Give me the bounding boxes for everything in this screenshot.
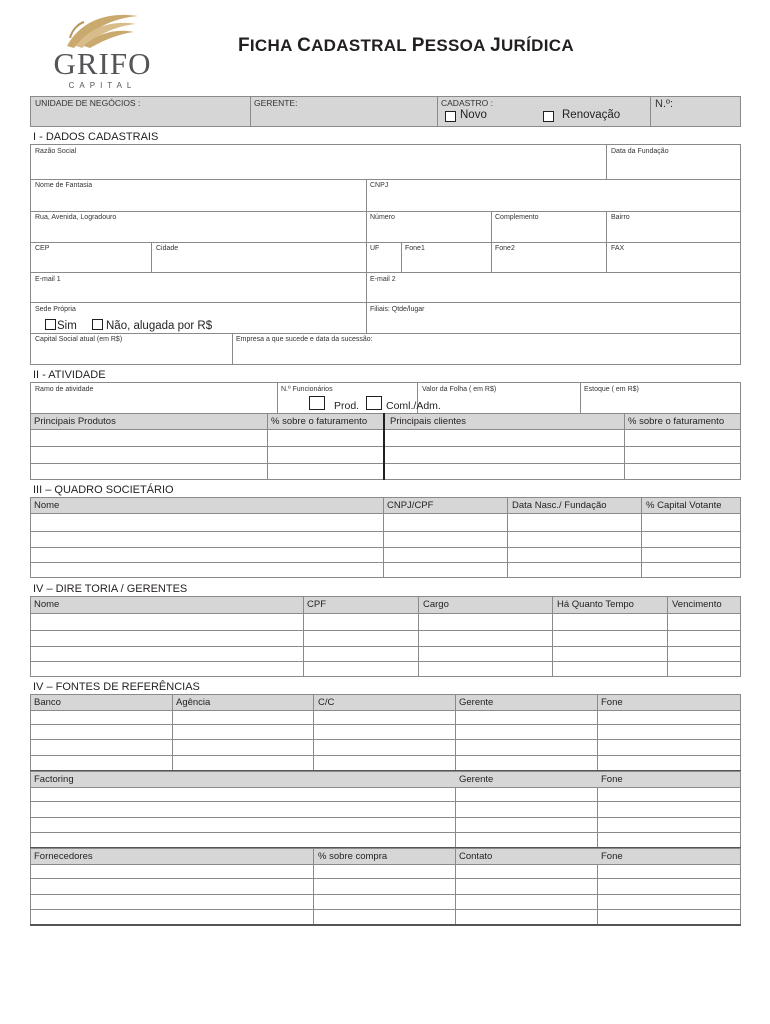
banco-gerente-label: Gerente bbox=[459, 697, 494, 708]
logo-subtitle: CAPITAL bbox=[68, 81, 137, 90]
banco-label: Banco bbox=[34, 697, 61, 708]
fax-label: FAX bbox=[611, 245, 625, 252]
quadro-societario-header bbox=[30, 497, 741, 514]
cc-label: C/C bbox=[318, 697, 335, 708]
cidade-label: Cidade bbox=[156, 245, 179, 252]
renovacao-checkbox[interactable] bbox=[543, 111, 554, 122]
referencias-box bbox=[30, 694, 741, 926]
prod-label: Prod. bbox=[334, 400, 360, 412]
sede-sim-checkbox[interactable] bbox=[45, 319, 56, 330]
valor-folha-label: Valor da Folha ( em R$) bbox=[422, 386, 497, 393]
email2-label: E-mail 2 bbox=[370, 276, 396, 283]
sede-nao-checkbox[interactable] bbox=[92, 319, 103, 330]
socio-nome-header: Nome bbox=[34, 500, 60, 511]
section-fontes-referencias: IV – FONTES DE REFERÊNCIAS bbox=[33, 681, 200, 693]
griffin-wing-icon bbox=[62, 8, 142, 50]
diretor-cpf-header: CPF bbox=[307, 599, 326, 610]
numero-label: N.º: bbox=[655, 98, 674, 110]
section-quadro-societario: III – QUADRO SOCIETÁRIO bbox=[33, 484, 174, 496]
estoque-label: Estoque ( em R$) bbox=[584, 386, 639, 393]
fone2-label: Fone2 bbox=[495, 245, 515, 252]
capital-social-label: Capital Social atual (em R$) bbox=[35, 336, 123, 343]
faturamento-produtos-header: % sobre o faturamento bbox=[271, 416, 368, 427]
uf-label: UF bbox=[370, 245, 380, 252]
fornecedor-fone-label: Fone bbox=[601, 851, 623, 862]
diretor-nome-header: Nome bbox=[34, 599, 60, 610]
agencia-label: Agência bbox=[176, 697, 211, 708]
logradouro-label: Rua, Avenida, Logradouro bbox=[35, 214, 117, 221]
cadastro-label: CADASTRO : bbox=[441, 98, 493, 108]
factoring-header bbox=[30, 771, 741, 788]
num-funcionarios-label: N.º Funcionários bbox=[281, 386, 333, 393]
sobre-compra-label: % sobre compra bbox=[318, 851, 388, 862]
contato-label: Contato bbox=[459, 851, 493, 862]
coml-checkbox[interactable] bbox=[366, 396, 382, 410]
razao-social-label: Razão Social bbox=[35, 148, 77, 155]
bairro-label: Bairro bbox=[611, 214, 630, 221]
factoring-fone-label: Fone bbox=[601, 774, 623, 785]
complemento-label: Complemento bbox=[495, 214, 539, 221]
email1-label: E-mail 1 bbox=[35, 276, 61, 283]
factoring-label: Factoring bbox=[34, 774, 74, 785]
sede-sim-label: Sim bbox=[57, 320, 77, 332]
socio-capital-header: % Capital Votante bbox=[646, 500, 722, 511]
section-diretoria: IV – DIRE TORIA / GERENTES bbox=[33, 583, 188, 595]
diretor-vencimento-header: Vencimento bbox=[672, 599, 722, 610]
sede-propria-label: Sede Própria bbox=[35, 306, 76, 313]
section-dados-cadastrais: I - DADOS CADASTRAIS bbox=[33, 131, 159, 143]
banco-header bbox=[30, 694, 741, 711]
principais-produtos-header: Principais Produtos bbox=[34, 416, 116, 427]
atividade-box bbox=[30, 382, 741, 480]
cep-label: CEP bbox=[35, 245, 50, 252]
diretor-tempo-header: Há Quanto Tempo bbox=[557, 599, 634, 610]
principais-clientes-header: Principais clientes bbox=[390, 416, 467, 427]
page-title: FICHA CADASTRAL PESSOA JURÍDICA bbox=[238, 35, 574, 56]
factoring-gerente-label: Gerente bbox=[459, 774, 494, 785]
fornecedores-label: Fornecedores bbox=[34, 851, 93, 862]
numero-endereco-label: Número bbox=[370, 214, 395, 221]
sede-nao-label: Não, alugada por R$ bbox=[106, 320, 213, 332]
novo-label: Novo bbox=[460, 109, 487, 121]
socio-cnpjcpf-header: CNPJ/CPF bbox=[387, 500, 434, 511]
ramo-atividade-label: Ramo de atividade bbox=[35, 386, 94, 393]
diretor-cargo-header: Cargo bbox=[423, 599, 449, 610]
prod-checkbox[interactable] bbox=[309, 396, 325, 410]
diretoria-header bbox=[30, 596, 741, 614]
faturamento-clientes-header: % sobre o faturamento bbox=[628, 416, 725, 427]
empresa-sucessao-label: Empresa a que sucede e data da sucessão: bbox=[236, 336, 373, 343]
gerente-label: GERENTE: bbox=[254, 98, 298, 108]
unidade-label: UNIDADE DE NEGÓCIOS : bbox=[35, 98, 141, 108]
cnpj-label: CNPJ bbox=[370, 182, 389, 189]
socio-nascimento-header: Data Nasc./ Fundação bbox=[512, 500, 607, 511]
fone1-label: Fone1 bbox=[405, 245, 425, 252]
section-atividade: II - ATIVIDADE bbox=[33, 369, 106, 381]
logo-wordmark: GRIFO bbox=[53, 46, 152, 81]
novo-checkbox[interactable] bbox=[445, 111, 456, 122]
grifo-logo bbox=[40, 8, 165, 93]
renovacao-label: Renovação bbox=[562, 109, 621, 121]
data-fundacao-label: Data da Fundação bbox=[611, 148, 669, 155]
filiais-label: Filiais: Qtde/lugar bbox=[370, 306, 425, 313]
nome-fantasia-label: Nome de Fantasia bbox=[35, 182, 93, 189]
coml-label: Coml./Adm. bbox=[386, 400, 441, 412]
banco-fone-label: Fone bbox=[601, 697, 623, 708]
